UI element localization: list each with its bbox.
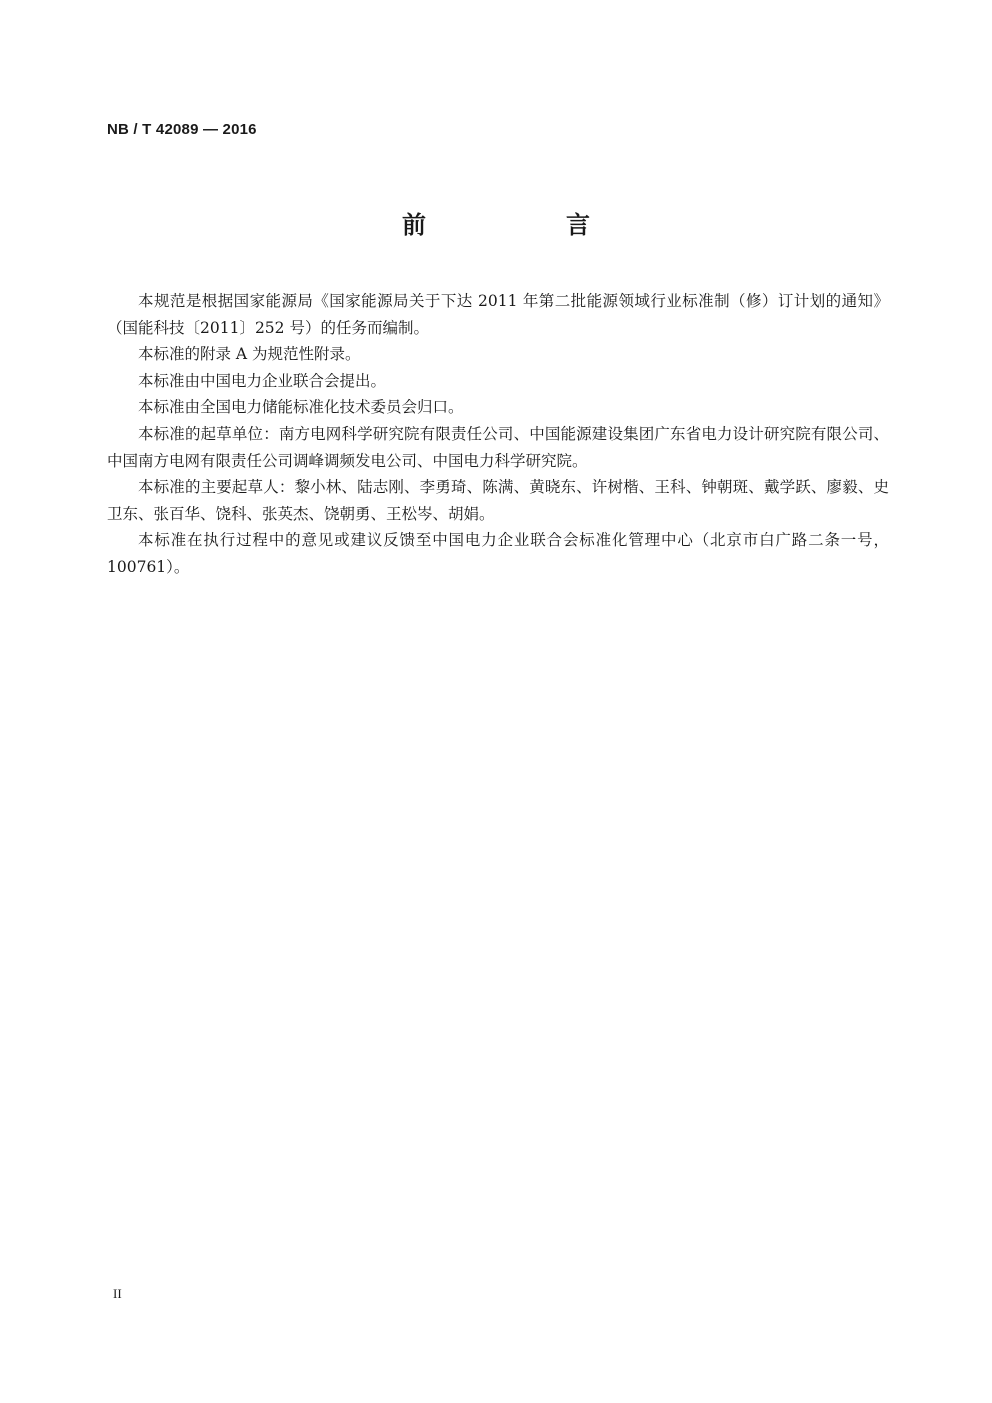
standard-code-header: NB / T 42089 — 2016 bbox=[107, 121, 257, 138]
paragraph-committee: 本标准由全国电力储能标准化技术委员会归口。 bbox=[138, 398, 464, 417]
paragraph-drafting-units: 本标准的起草单位：南方电网科学研究院有限责任公司、中国能源建设集团广东省电力设计研究院有限公司、中国南方电网有限责任公司调峰调频发电公司、中国电力科学研究院。 bbox=[107, 424, 889, 470]
foreword-body bbox=[107, 288, 889, 581]
paragraph-drafters: 本标准的主要起草人：黎小林、陆志刚、李勇琦、陈满、黄晓东、许树楷、王科、钟朝斑、戴学跃、廖毅、史卫东、张百华、饶科、张英杰、饶朝勇、王松岑、胡娟。 bbox=[107, 478, 889, 523]
paragraph-proposer: 本标准由中国电力企业联合会提出。 bbox=[138, 371, 387, 390]
page-number: II bbox=[113, 1286, 122, 1301]
page-title: 前 言 bbox=[402, 211, 648, 239]
paragraph-appendix: 本标准的附录 A 为规范性附录。 bbox=[138, 345, 361, 364]
paragraph-basis: 本规范是根据国家能源局《国家能源局关于下达 2011 年第二批能源领域行业标准制（修）订计划的通知》（国能科技〔2011〕252 号）的任务而编制。 bbox=[107, 292, 889, 337]
paragraph-feedback: 本标准在执行过程中的意见或建议反馈至中国电力企业联合会标准化管理中心（北京市白广路二条一号，100761）。 bbox=[107, 531, 889, 576]
